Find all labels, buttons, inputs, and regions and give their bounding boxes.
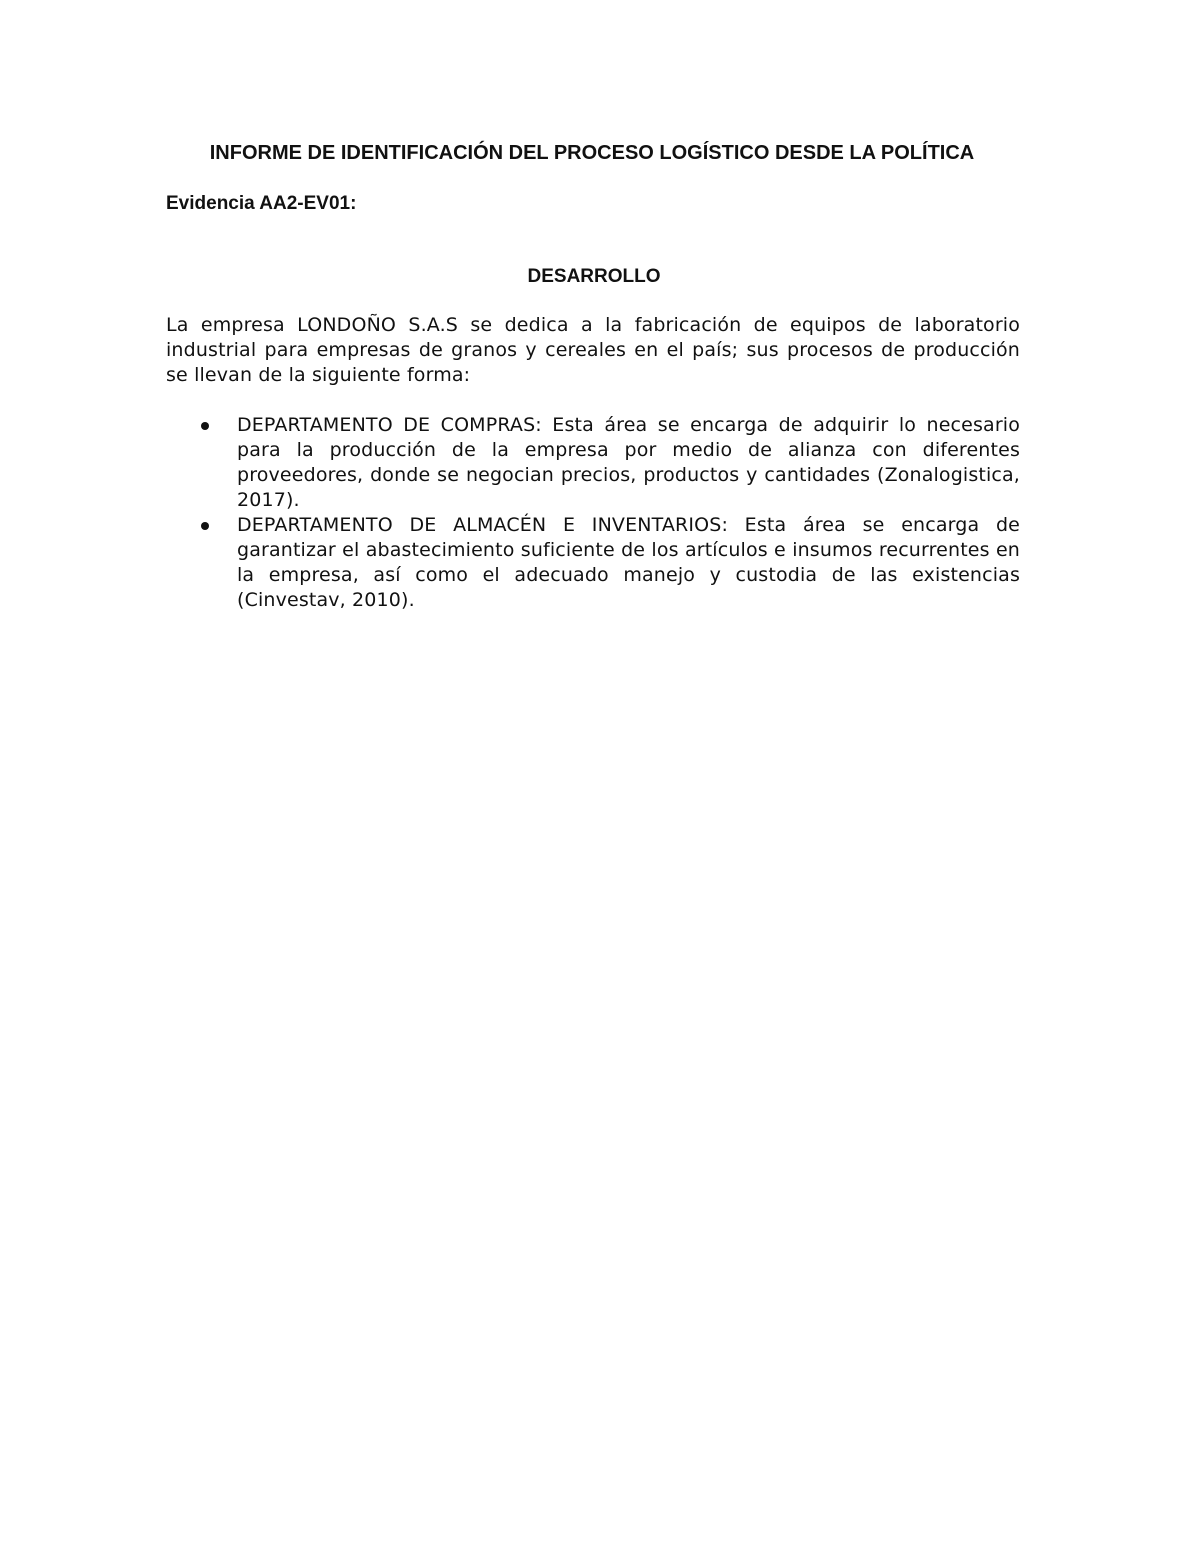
document-title: INFORME DE IDENTIFICACIÓN DEL PROCESO LOGÍSTICO DESDE LA POLÍTICA [209, 142, 975, 164]
evidence-label: Evidencia AA2-EV01: [166, 193, 357, 214]
list-item [166, 513, 1022, 613]
intro-paragraph: La empresa LONDOÑO S.A.S se dedica a la fabricación de equipos de laboratorio industrial para empresas de granos y cereales en el país; sus procesos de producción se llevan de la siguiente forma: [166, 314, 1020, 386]
bullet-icon [201, 422, 209, 430]
section-heading: DESARROLLO [527, 266, 661, 287]
list-item [166, 413, 1022, 513]
bullet-list [166, 413, 1022, 613]
list-item-text: DEPARTAMENTO DE ALMACÉN E INVENTARIOS: Esta área se encarga de garantizar el abastecimiento suficiente de los artículos e insumos recurrentes en la empresa, así como el adecuado manejo y custodia de las existencias (Cinvestav, 2010). [237, 514, 1020, 611]
list-item-text: DEPARTAMENTO DE COMPRAS: Esta área se encarga de adquirir lo necesario para la producción de la empresa por medio de alianza con diferentes proveedores, donde se negocian precios, productos y cantidades (Zonalogistica, 2017). [237, 414, 1020, 511]
bullet-icon [201, 522, 209, 530]
